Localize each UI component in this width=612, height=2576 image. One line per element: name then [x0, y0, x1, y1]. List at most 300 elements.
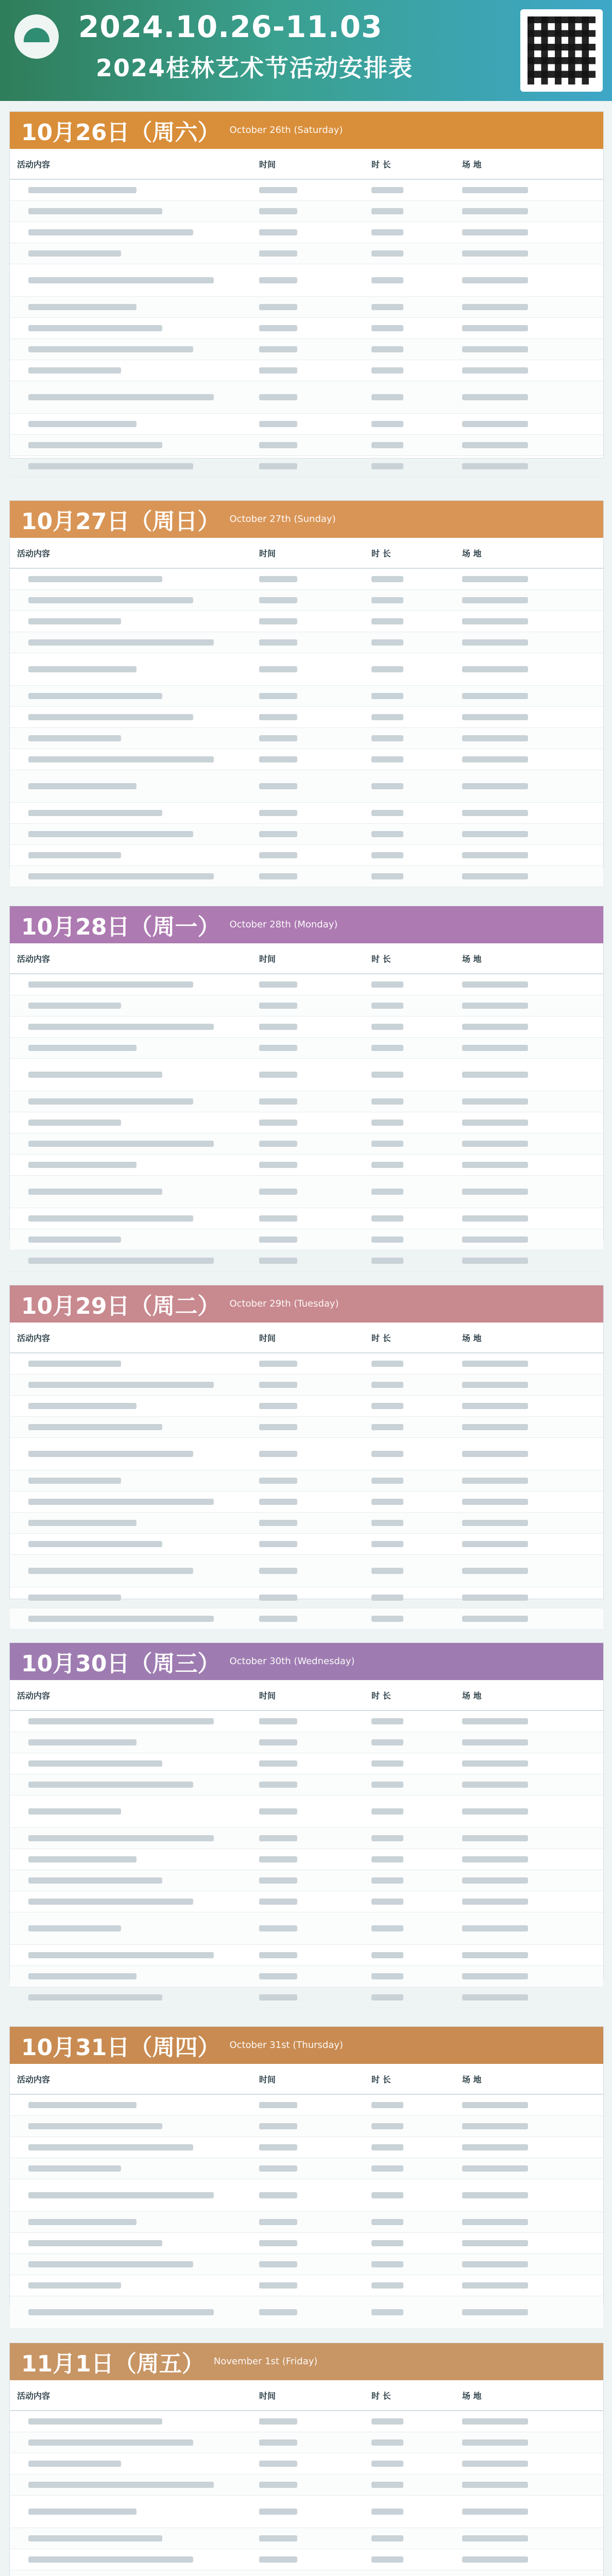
activity-cell [17, 1759, 259, 1768]
illegible-time [259, 1162, 297, 1168]
duration-cell [371, 713, 462, 721]
time-cell [259, 851, 371, 859]
venue-cell [462, 2460, 596, 2468]
venue-cell [462, 1738, 596, 1747]
venue-cell [462, 1594, 596, 1602]
illegible-duration [371, 1098, 403, 1105]
time-cell [259, 1738, 371, 1747]
illegible-text [28, 1718, 214, 1724]
activity-cell [17, 1897, 259, 1906]
duration-cell [371, 596, 462, 604]
illegible-text [28, 1616, 214, 1622]
illegible-duration [371, 981, 403, 988]
schedule-row [10, 1534, 603, 1555]
day-english: October 28th (Monday) [229, 919, 338, 930]
activity-cell [17, 830, 259, 838]
illegible-time [259, 2556, 297, 2563]
illegible-text [28, 1258, 214, 1264]
time-cell [259, 1360, 371, 1368]
duration-cell [371, 2122, 462, 2130]
venue-header: 场 地 [462, 548, 482, 558]
schedule-row [10, 2137, 603, 2158]
day-english: November 1st (Friday) [213, 2356, 318, 2367]
illegible-venue [462, 1141, 528, 1147]
illegible-text [28, 1382, 214, 1388]
activity-cell [17, 1972, 259, 1980]
schedule-row [10, 824, 603, 845]
venue-cell [462, 1235, 596, 1244]
duration-header: 时 长 [371, 2391, 391, 2401]
day-english: October 27th (Sunday) [229, 514, 336, 525]
schedule-row [10, 2496, 603, 2528]
venue-cell [462, 734, 596, 742]
time-cell [259, 1594, 371, 1602]
illegible-time [259, 1403, 297, 1409]
time-cell [259, 366, 371, 375]
illegible-duration [371, 1361, 403, 1367]
illegible-venue [462, 2123, 528, 2129]
activity-cell [17, 2308, 259, 2316]
illegible-venue [462, 2556, 528, 2563]
duration-cell [371, 1567, 462, 1575]
illegible-duration [371, 325, 403, 331]
illegible-duration [371, 229, 403, 235]
illegible-text [28, 2102, 137, 2108]
illegible-duration [371, 1024, 403, 1030]
schedule-row [10, 632, 603, 653]
activity-cell [17, 1993, 259, 2002]
activity-cell [17, 2143, 259, 2151]
illegible-duration [371, 1925, 403, 1931]
illegible-venue [462, 421, 528, 427]
illegible-text [28, 304, 137, 310]
illegible-time [259, 1141, 297, 1147]
schedule-row [10, 2095, 603, 2116]
illegible-text [28, 1451, 193, 1457]
activity-cell [17, 980, 259, 989]
venue-cell [462, 393, 596, 401]
illegible-time [259, 1856, 297, 1862]
time-cell [259, 1071, 371, 1079]
schedule-row [10, 1059, 603, 1091]
activity-cell [17, 1450, 259, 1458]
activity-cell [17, 713, 259, 721]
duration-header: 时 长 [371, 159, 391, 170]
schedule-row [10, 1133, 603, 1155]
day-header [10, 906, 603, 943]
duration-cell [371, 2239, 462, 2247]
schedule-row [10, 1375, 603, 1396]
venue-cell [462, 2143, 596, 2151]
illegible-text [28, 1236, 121, 1243]
illegible-time [259, 1098, 297, 1105]
schedule-row [10, 1438, 603, 1470]
duration-cell [371, 872, 462, 880]
schedule-row [10, 264, 603, 297]
illegible-time [259, 1782, 297, 1788]
illegible-venue [462, 981, 528, 988]
duration-cell [371, 2507, 462, 2516]
illegible-text [28, 394, 214, 400]
time-cell [259, 1044, 371, 1052]
activity-cell [17, 2191, 259, 2199]
time-cell [259, 1477, 371, 1485]
illegible-duration [371, 735, 403, 741]
schedule-row [10, 1396, 603, 1417]
time-header: 时间 [259, 2391, 276, 2401]
activity-cell [17, 1540, 259, 1548]
venue-cell [462, 1876, 596, 1885]
illegible-venue [462, 1236, 528, 1243]
time-header: 时间 [259, 159, 276, 170]
illegible-text [28, 1120, 121, 1126]
time-cell [259, 1951, 371, 1959]
illegible-time [259, 394, 297, 400]
illegible-time [259, 325, 297, 331]
illegible-venue [462, 639, 528, 646]
schedule-row [10, 2254, 603, 2275]
illegible-duration [371, 1739, 403, 1745]
illegible-text [28, 442, 162, 448]
schedule-row [10, 1470, 603, 1492]
illegible-time [259, 2282, 297, 2289]
activity-cell [17, 393, 259, 401]
illegible-text [28, 1499, 214, 1505]
duration-cell [371, 393, 462, 401]
duration-cell [371, 2438, 462, 2447]
time-cell [259, 1759, 371, 1768]
time-cell [259, 1807, 371, 1816]
illegible-time [259, 1424, 297, 1430]
illegible-time [259, 873, 297, 879]
day-header [10, 2027, 603, 2064]
illegible-duration [371, 208, 403, 214]
day-title: 10月26日（周六） [21, 120, 220, 146]
illegible-time [259, 2461, 297, 2467]
illegible-text [28, 2439, 193, 2446]
illegible-duration [371, 2240, 403, 2246]
activity-cell [17, 207, 259, 215]
illegible-text [28, 618, 121, 624]
illegible-time [259, 666, 297, 672]
illegible-duration [371, 783, 403, 789]
day-title: 10月28日（周一） [21, 914, 220, 940]
activity-cell [17, 2101, 259, 2109]
activity-cell [17, 2460, 259, 2468]
schedule-row [10, 569, 603, 590]
illegible-text [28, 1072, 162, 1078]
illegible-text [28, 421, 137, 427]
day-title: 10月29日（周二） [21, 1293, 220, 1319]
time-cell [259, 617, 371, 625]
venue-cell [462, 1993, 596, 2002]
day-english: October 31st (Thursday) [229, 2040, 344, 2051]
schedule-row [10, 1353, 603, 1375]
schedule-row [10, 1711, 603, 1732]
duration-cell [371, 665, 462, 673]
illegible-duration [371, 756, 403, 762]
illegible-venue [462, 1595, 528, 1601]
illegible-text [28, 783, 137, 789]
venue-cell [462, 830, 596, 838]
activity-cell [17, 851, 259, 859]
schedule-row [10, 222, 603, 243]
illegible-time [259, 714, 297, 720]
time-cell [259, 1402, 371, 1410]
illegible-duration [371, 618, 403, 624]
illegible-time [259, 2192, 297, 2198]
illegible-duration [371, 1782, 403, 1788]
illegible-venue [462, 346, 528, 352]
duration-cell [371, 1023, 462, 1031]
time-cell [259, 2191, 371, 2199]
schedule-row [10, 1555, 603, 1587]
time-cell [259, 734, 371, 742]
schedule-row [10, 180, 603, 201]
duration-cell [371, 1498, 462, 1506]
activity-cell [17, 2481, 259, 2489]
illegible-venue [462, 2461, 528, 2467]
table-header [10, 2064, 603, 2095]
venue-cell [462, 1071, 596, 1079]
illegible-time [259, 735, 297, 741]
schedule-row [10, 1513, 603, 1534]
venue-cell [462, 366, 596, 375]
illegible-duration [371, 1835, 403, 1841]
illegible-venue [462, 810, 528, 816]
venue-cell [462, 2534, 596, 2543]
illegible-time [259, 693, 297, 699]
illegible-text [28, 831, 193, 837]
venue-cell [462, 1188, 596, 1196]
day-header [10, 1643, 603, 1680]
venue-cell [462, 2481, 596, 2489]
illegible-duration [371, 2144, 403, 2150]
venue-cell [462, 575, 596, 583]
schedule-row [10, 995, 603, 1016]
schedule-row [10, 2233, 603, 2254]
duration-cell [371, 1594, 462, 1602]
illegible-venue [462, 1925, 528, 1931]
activity-cell [17, 1498, 259, 1506]
day-schedule [9, 906, 604, 1240]
schedule-row [10, 1732, 603, 1753]
illegible-venue [462, 1899, 528, 1905]
activity-cell [17, 638, 259, 647]
day-english: October 29th (Tuesday) [229, 1298, 339, 1310]
illegible-text [28, 250, 121, 257]
duration-cell [371, 638, 462, 647]
venue-cell [462, 782, 596, 790]
activity-cell [17, 462, 259, 470]
illegible-duration [371, 1382, 403, 1388]
day-title: 10月30日（周三） [21, 1651, 220, 1677]
venue-cell [462, 1118, 596, 1127]
illegible-text [28, 1520, 137, 1526]
illegible-duration [371, 1568, 403, 1574]
time-cell [259, 830, 371, 838]
illegible-venue [462, 2261, 528, 2267]
duration-cell [371, 2101, 462, 2109]
duration-cell [371, 1855, 462, 1863]
schedule-row [10, 1608, 603, 1630]
time-cell [259, 1717, 371, 1725]
time-cell [259, 809, 371, 817]
illegible-duration [371, 1045, 403, 1051]
schedule-row [10, 1417, 603, 1438]
duration-cell [371, 462, 462, 470]
illegible-venue [462, 1403, 528, 1409]
header [0, 0, 612, 101]
illegible-text [28, 756, 214, 762]
activity-cell [17, 734, 259, 742]
duration-cell [371, 2417, 462, 2426]
duration-cell [371, 2281, 462, 2290]
activity-cell [17, 276, 259, 284]
schedule-row [10, 1208, 603, 1229]
venue-cell [462, 2507, 596, 2516]
time-cell [259, 1140, 371, 1148]
time-header: 时间 [259, 954, 276, 964]
schedule-row [10, 414, 603, 435]
illegible-text [28, 639, 214, 646]
activity-cell [17, 1519, 259, 1527]
time-cell [259, 1002, 371, 1010]
illegible-venue [462, 1568, 528, 1574]
illegible-venue [462, 1739, 528, 1745]
illegible-venue [462, 2165, 528, 2172]
activity-cell [17, 1044, 259, 1052]
illegible-venue [462, 2418, 528, 2425]
duration-cell [371, 692, 462, 700]
time-cell [259, 2438, 371, 2447]
time-cell [259, 1214, 371, 1223]
illegible-venue [462, 2240, 528, 2246]
illegible-venue [462, 2509, 528, 2515]
activity-cell [17, 1360, 259, 1368]
activity-header: 活动内容 [17, 2074, 50, 2084]
time-cell [259, 665, 371, 673]
activity-cell [17, 345, 259, 353]
illegible-duration [371, 2439, 403, 2446]
duration-cell [371, 851, 462, 859]
illegible-duration [371, 1718, 403, 1724]
illegible-text [28, 1952, 214, 1958]
illegible-duration [371, 277, 403, 283]
venue-cell [462, 1540, 596, 1548]
activity-cell [17, 1071, 259, 1079]
schedule-row [10, 318, 603, 339]
time-cell [259, 692, 371, 700]
illegible-duration [371, 1994, 403, 2001]
illegible-text [28, 1925, 121, 1931]
illegible-text [28, 367, 121, 374]
qr-code [520, 9, 603, 92]
schedule-row [10, 653, 603, 686]
venue-cell [462, 1140, 596, 1148]
venue-cell [462, 441, 596, 449]
illegible-venue [462, 277, 528, 283]
activity-cell [17, 1214, 259, 1223]
time-cell [259, 2122, 371, 2130]
illegible-venue [462, 2535, 528, 2541]
activity-cell [17, 1002, 259, 1010]
illegible-text [28, 1739, 137, 1745]
time-cell [259, 2481, 371, 2489]
venue-cell [462, 186, 596, 194]
illegible-text [28, 325, 162, 331]
activity-cell [17, 1402, 259, 1410]
illegible-time [259, 2102, 297, 2108]
illegible-text [28, 1403, 137, 1409]
illegible-venue [462, 2219, 528, 2225]
illegible-time [259, 1258, 297, 1264]
activity-cell [17, 1161, 259, 1169]
day-header [10, 112, 603, 149]
illegible-text [28, 1361, 121, 1367]
schedule-row [10, 1038, 603, 1059]
day-schedule [9, 111, 604, 459]
activity-cell [17, 2507, 259, 2516]
duration-cell [371, 1381, 462, 1389]
venue-cell [462, 303, 596, 311]
time-cell [259, 782, 371, 790]
venue-cell [462, 1257, 596, 1265]
illegible-text [28, 2309, 214, 2315]
time-header: 时间 [259, 548, 276, 558]
duration-cell [371, 1717, 462, 1725]
illegible-duration [371, 1072, 403, 1078]
duration-cell [371, 1161, 462, 1169]
schedule-row [10, 749, 603, 770]
illegible-time [259, 1024, 297, 1030]
day-title: 10月27日（周日） [21, 509, 220, 535]
schedule-row [10, 707, 603, 728]
illegible-duration [371, 2282, 403, 2289]
venue-cell [462, 1360, 596, 1368]
illegible-time [259, 2219, 297, 2225]
time-cell [259, 1423, 371, 1431]
illegible-text [28, 2482, 214, 2488]
illegible-text [28, 2418, 162, 2425]
venue-cell [462, 1519, 596, 1527]
illegible-time [259, 2309, 297, 2315]
event-date: 2024.10.26-11.03 [78, 9, 383, 44]
schedule-row [10, 686, 603, 707]
page-title: 2024桂林艺术节活动安排表 [96, 54, 414, 82]
venue-cell [462, 809, 596, 817]
illegible-time [259, 756, 297, 762]
venue-cell [462, 713, 596, 721]
illegible-time [259, 1236, 297, 1243]
time-cell [259, 638, 371, 647]
schedule-row [10, 770, 603, 803]
time-cell [259, 2101, 371, 2109]
duration-cell [371, 1519, 462, 1527]
time-cell [259, 276, 371, 284]
schedule-row [10, 1795, 603, 1828]
time-cell [259, 393, 371, 401]
illegible-text [28, 666, 137, 672]
duration-cell [371, 441, 462, 449]
illegible-duration [371, 2165, 403, 2172]
illegible-time [259, 1952, 297, 1958]
activity-cell [17, 303, 259, 311]
illegible-time [259, 810, 297, 816]
activity-cell [17, 1097, 259, 1106]
illegible-venue [462, 576, 528, 582]
illegible-text [28, 1024, 214, 1030]
